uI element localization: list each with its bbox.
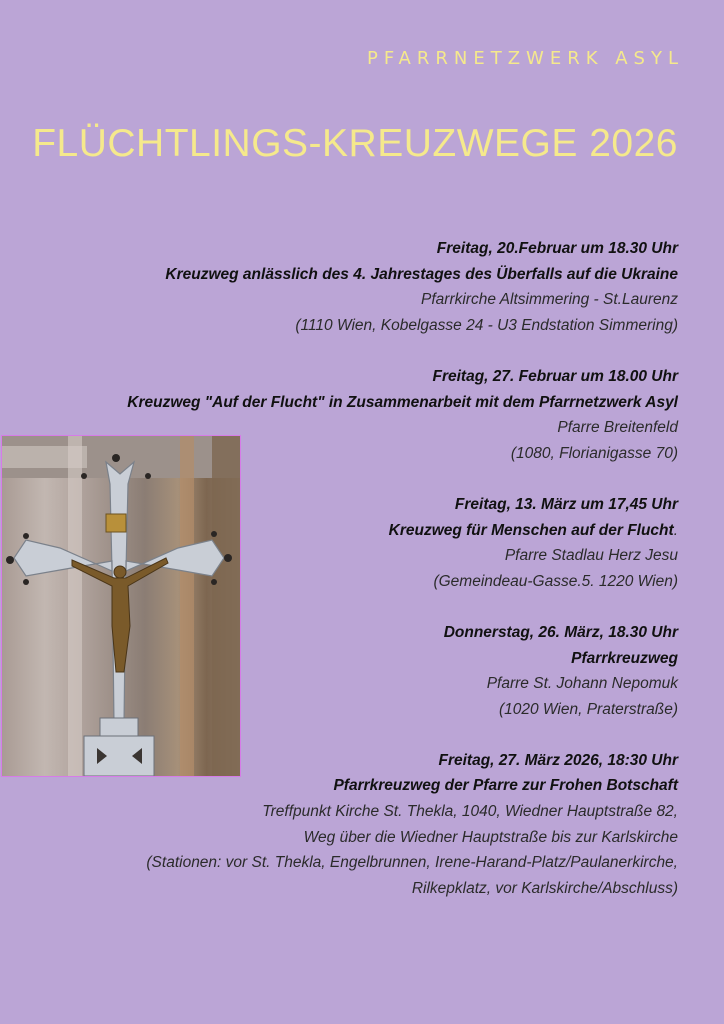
event-address: (1080, Florianigasse 70) [510,444,678,462]
event-address: (1020 Wien, Praterstraße) [498,700,678,718]
event-location: Pfarre Breitenfeld [557,419,678,437]
event-date: Freitag, 20.Februar um 18.30 Uhr [436,240,678,257]
event-stations-end: Rilkepklatz, vor Karlskirche/Abschluss) [411,879,678,897]
event-location: Pfarre Stadlau Herz Jesu [504,547,678,565]
event-title: Pfarrkreuzweg der Pfarre zur Frohen Botschaft [333,777,678,795]
event-location: Pfarrkirche Altsimmering - St.Laurenz [421,291,678,309]
page-title: FLÜCHTLINGS-KREUZWEGE 2026 [32,122,678,165]
crucifix-photo [1,435,241,777]
event-date: Freitag, 27. Februar um 18.00 Uhr [432,367,678,385]
event-date: Freitag, 13. März um 17,45 Uhr [454,495,678,513]
event-route: Weg über die Wiedner Hauptstraße bis zur Karlskirche [303,828,678,846]
event-title: Kreuzweg für Menschen auf der Flucht [388,521,674,539]
event-1 [127,236,678,338]
event-date: Donnerstag, 26. März, 18.30 Uhr [443,623,678,641]
event-address: (1110 Wien, Kobelgasse 24 - U3 Endstation Simmering) [295,316,678,334]
event-title: Pfarrkreuzweg [571,649,678,667]
event-stations: (Stationen: vor St. Thekla, Engelbrunnen, Irene-Harand-Platz/Paulanerkirche, [146,854,678,872]
event-title: Kreuzweg "Auf der Flucht" in Zusammenarbeit mit dem Pfarrnetzwerk Asyl [127,393,678,411]
event-title: Kreuzweg anlässlich des 4. Jahrestages des Überfalls auf die Ukraine [165,265,678,283]
event-title-suffix: . [673,521,678,539]
event-address: (Gemeindeau-Gasse.5. 1220 Wien) [433,572,678,590]
org-name: PFARRNETZWERK ASYL [366,48,684,69]
event-location: Pfarre St. Johann Nepomuk [486,675,678,693]
event-meeting-point: Treffpunkt Kirche St. Thekla, 1040, Wiedner Hauptstraße 82, [262,803,678,821]
event-date: Freitag, 27. März 2026, 18:30 Uhr [438,751,678,769]
crucifix-icon [2,436,240,776]
